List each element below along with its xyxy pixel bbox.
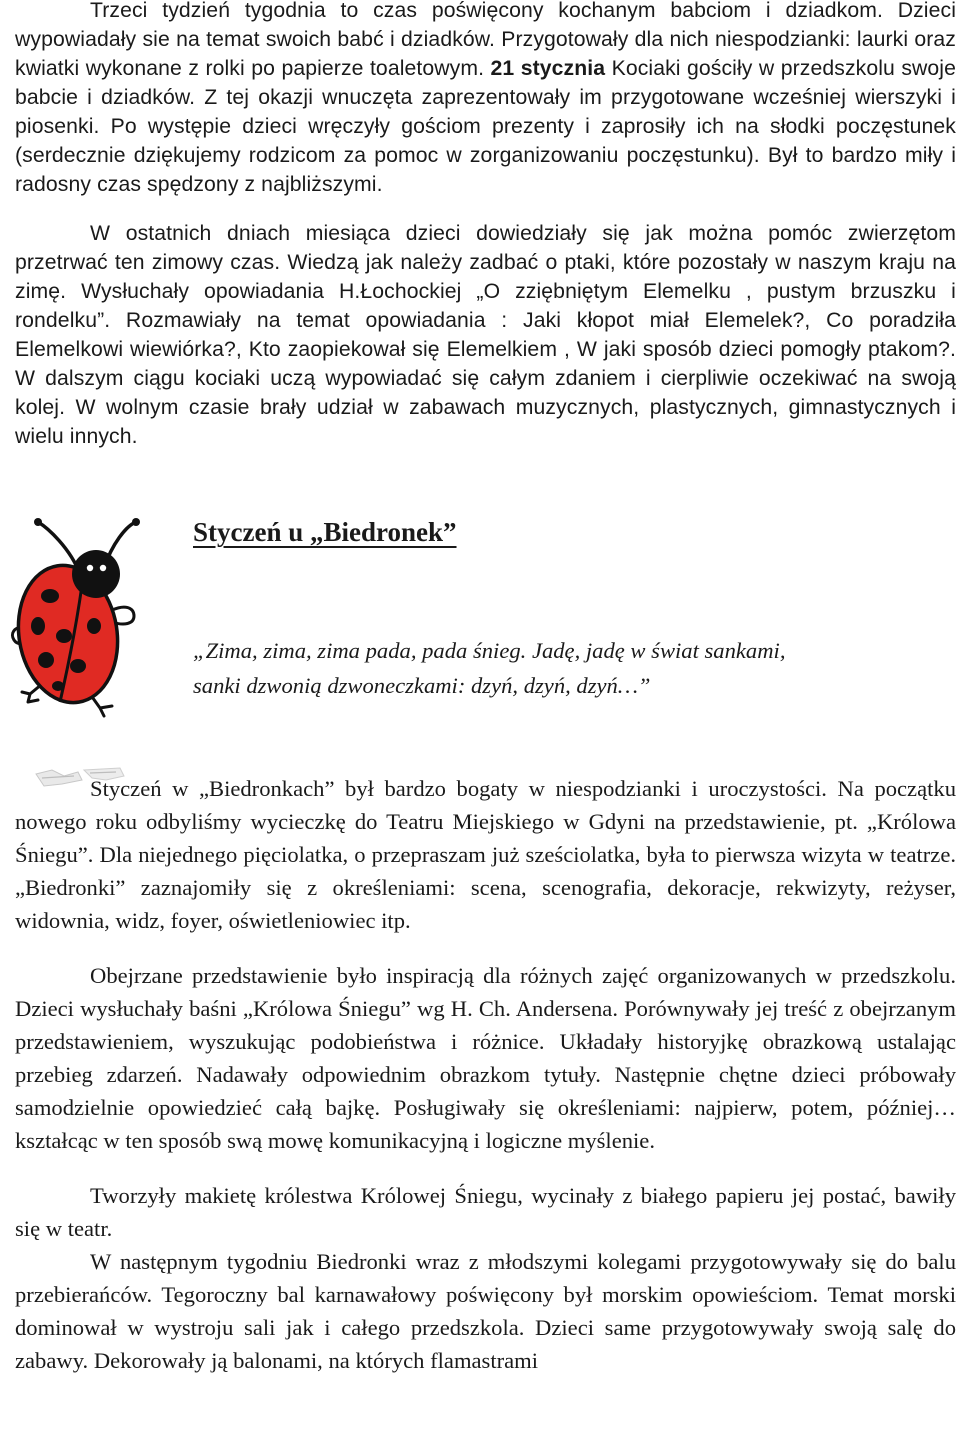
poem-line-1: „Zima, zima, zima pada, pada śnieg. Jadę, jadę w świat sankami, [193, 638, 786, 663]
kociaki-p1-text-b: Kociaki gościły w przedszkolu swoje babcie i dziadków. Z tej okazji wnuczęta zaprezentowały im przygotowane wcześniej wierszyki i piosenki. Po występie dzieci wręczyły gościom prezenty i zaprosiły ich na słodki poczęstunek (serdecznie dziękujemy rodzicom za pomoc w zorganizowaniu poczęstunku). Był to bardzo miły i radosny czas spędzony z najbliższymi. [15, 57, 957, 196]
biedronki-section [15, 772, 956, 1377]
biedronki-paragraph-2: Obejrzane przedstawienie było inspiracją dla różnych zajęć organizowanych w przedszkolu. Dzieci wysłuchały baśni „Królowa Śniegu” wg H. Ch. Andersena. Porównywały jej treść z obejrzanym przedstawieniem, wyszukując podobieństwa i różnice. Układały historyjkę obrazkową ustalając przebieg zdarzeń. Nadawały odpowiednim obrazkom tytuły. Następnie chętne dzieci próbowały samodzielnie opowiedzieć całą bajkę. Posługiwały się określeniami: najpierw, potem, później… kształcąc w ten sposób swą mowę komunikacyjną i logiczne myślenie. [15, 963, 956, 1153]
biedronki-paragraph-4: W następnym tygodniu Biedronki wraz z młodszymi kolegami przygotowywały się do balu przebierańców. Tegoroczny bal karnawałowy poświęcony był morskim opowieściom. Temat morski dominował w wystroju sali jak i całego przedszkola. Dzieci same przygotowywały swoją salę do zabawy. Dekorowały ją balonami, na których flamastrami [15, 1249, 956, 1373]
kociaki-paragraph-1 [15, 0, 956, 199]
biedronki-paragraph-3: Tworzyły makietę królestwa Królowej Śniegu, wycinały z białego papieru jej postać, bawiły się w teatr. [15, 1183, 956, 1241]
kociaki-date-highlight: 21 stycznia [490, 57, 606, 80]
poem-line-2: sanki dzwonią dzwoneczkami: dzyń, dzyń, dzyń…” [193, 673, 651, 698]
biedronki-paragraph-1: Styczeń w „Biedronkach” był bardzo bogaty w niespodzianki i uroczystości. Na początku nowego roku odbyliśmy wycieczkę do Teatru Miejskiego w Gdyni na przedstawienie, pt. „Królowa Śniegu”. Dla niejednego pięciolatka, o przepraszam już sześciolatka, była to pierwsza wizyta w teatrze. „Biedronki” zaznajomiły się z określeniami: scena, scenografia, dekoracje, rekwizyty, reżyser, widownia, widz, foyer, oświetleniowiec itp. [15, 776, 956, 933]
kociaki-paragraph-2: W ostatnich dniach miesiąca dzieci dowiedziały się jak można pomóc zwierzętom przetrwać ten zimowy czas. Wiedzą jak należy zadbać o ptaki, które pozostały w naszym kraju na zimę. Wysłuchały opowiadania H.Łochockiej „O zziębniętym Elemelku , pustym brzuszku i rondelku”. Rozmawiały na temat opowiadania : Jaki kłopot miał Elemelek?, Co poradziła Elemelkowi wiewiórka?, Kto zaopiekował się Elemelkiem , W jaki sposób dzieci pomogły ptakom?. W dalszym ciągu kociaki uczą wypowiadać się całym zdaniem i cierpliwie oczekiwać na swoją kolej. W wolnym czasie brały udział w zabawach muzycznych, plastycznych, gimnastycznych i wielu innych. [15, 222, 956, 448]
biedronki-heading: Styczeń u „Biedronek” [193, 517, 457, 547]
kociaki-section [15, 0, 956, 451]
ladybug-illustration [8, 508, 178, 730]
biedronki-poem [193, 633, 958, 703]
kociaki-p1-text-a: Trzeci tydzień tygodnia to czas poświęcony kochanym babciom i dziadkom. Dzieci wypowiadały sie na temat swoich babć i dziadków. Przygotowały dla nich niespodzianki: laurki oraz kwiatki wykonane z rolki po papierze toaletowym. [15, 0, 956, 80]
